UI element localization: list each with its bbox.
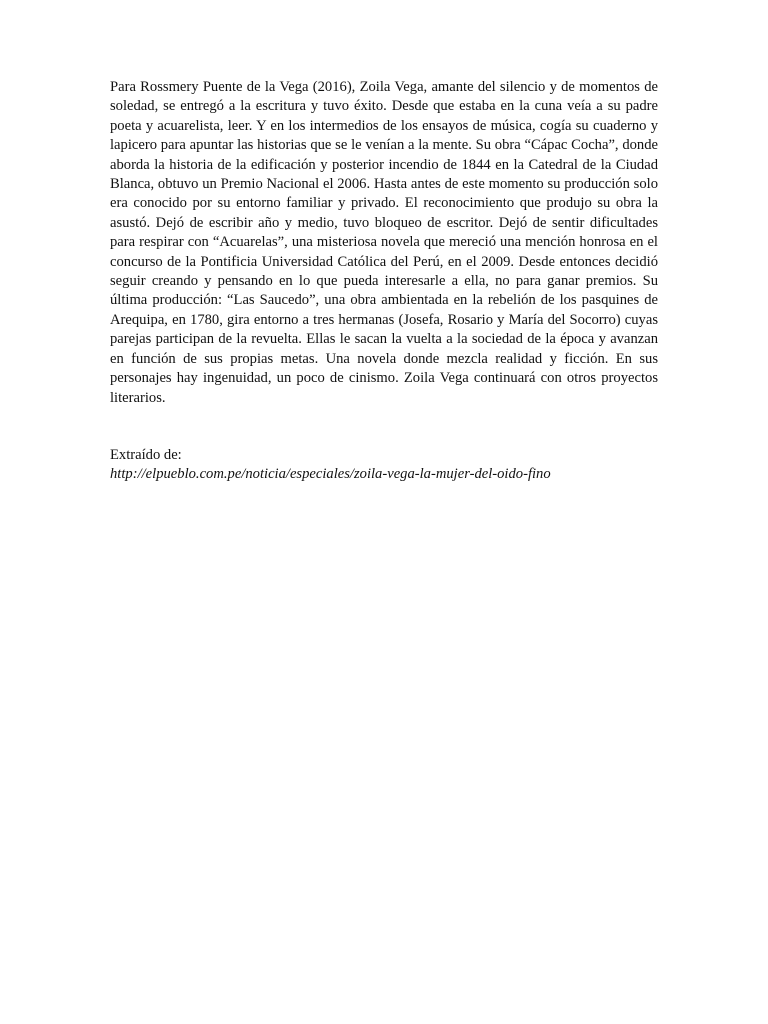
source-label: Extraído de: bbox=[110, 446, 182, 463]
source-url: http://elpueblo.com.pe/noticia/especiales/zoila-vega-la-mujer-del-oido-fino bbox=[110, 466, 551, 483]
source-citation bbox=[110, 446, 658, 485]
main-paragraph: Para Rossmery Puente de la Vega (2016), Zoila Vega, amante del silencio y de momentos de soledad, se entregó a la escritura y tuvo éxito. Desde que estaba en la cuna veía a su padre poeta y acuarelista, leer. Y en los intermedios de los ensayos de música, cogía su cuaderno y lapicero para apuntar las historias que se le venían a la mente. Su obra “Cápac Cocha”, donde aborda la historia de la edificación y posterior incendio de 1844 en la Catedral de la Ciudad Blanca, obtuvo un Premio Nacional el 2006. Hasta antes de este momento su producción solo era conocido por su entorno familiar y privado. El reconocimiento que produjo su obra la asustó. Dejó de escribir año y medio, tuvo bloqueo de escritor. Dejó de sentir dificultades para respirar con “Acuarelas”, una misteriosa novela que mereció una mención honrosa en el concurso de la Pontificia Universidad Católica del Perú, en el 2009. Desde entonces decidió seguir creando y pensando en lo que pueda interesarle a ella, no para ganar premios. Su última producción: “Las Saucedo”, una obra ambientada en la rebelión de los pasquines de Arequipa, en 1780, gira entorno a tres hermanas (Josefa, Rosario y María del Socorro) cuyas parejas participan de la revuelta. Ellas le sacan la vuelta a la sociedad de la época y avanzan en función de sus propias metas. Una novela donde mezcla realidad y ficción. En sus personajes hay ingenuidad, un poco de cinismo. Zoila Vega continuará con otros proyectos literarios. bbox=[110, 79, 658, 406]
document-body bbox=[110, 78, 658, 485]
